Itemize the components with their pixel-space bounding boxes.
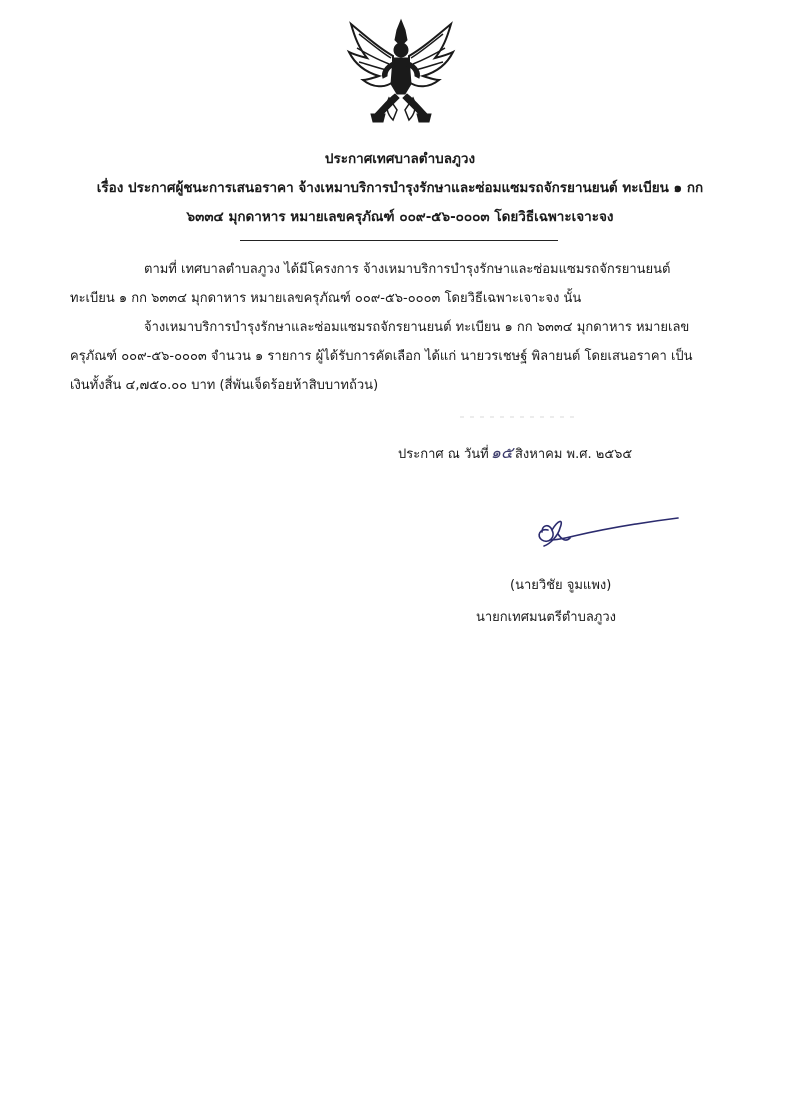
paragraph-1-line-2: ทะเบียน ๑ กก ๖๓๓๔ มุกดาหาร หมายเลขครุภัณฑ์ ๐๐๙-๕๖-๐๐๐๓ โดยวิธีเฉพาะเจาะจง นั้น <box>70 291 582 306</box>
paragraph-2-line-2: ครุภัณฑ์ ๐๐๙-๕๖-๐๐๐๓ จำนวน ๑ รายการ ผู้ได้รับการคัดเลือก ได้แก่ นายวรเชษฐ์ พิลายนต์ โดยเสนอราคา เป็น <box>70 349 693 364</box>
paragraph-2-line-1: จ้างเหมาบริการบำรุงรักษาและซ่อมแซมรถจักรยานยนต์ ทะเบียน ๑ กก ๖๓๓๔ มุกดาหาร หมายเลข <box>144 320 690 335</box>
announcement-title: ประกาศเทศบาลตำบลภูวง <box>324 151 476 167</box>
announcement-date <box>398 441 632 466</box>
announcement-heading <box>40 145 760 232</box>
paragraph-2-line-3: เงินทั้งสิ้น ๔,๗๕๐.๐๐ บาท (สี่พันเจ็ดร้อยห้าสิบบาทถ้วน) <box>70 378 379 393</box>
announcement-body <box>70 255 740 400</box>
heading-divider <box>240 240 558 241</box>
announcement-subject-line-1: เรื่อง ประกาศผู้ชนะการเสนอราคา จ้างเหมาบริการบำรุงรักษาและซ่อมแซมรถจักรยานยนต์ ทะเบียน ๑ กก <box>96 180 704 196</box>
date-prefix: ประกาศ ณ วันที่ <box>398 447 489 462</box>
date-day-handwritten: ๑๕ <box>490 443 513 462</box>
date-suffix: สิงหาคม พ.ศ. ๒๕๖๕ <box>515 447 633 462</box>
signer-position: นายกเทศมนตรีตำบลภูวง <box>476 610 616 625</box>
garuda-emblem-icon <box>345 18 457 130</box>
handwritten-signature-icon <box>530 510 680 555</box>
signer-name: (นายวิชัย จูมแพง) <box>510 578 612 593</box>
faint-bleed-through-mark <box>460 405 580 411</box>
announcement-subject-line-2: ๖๓๓๔ มุกดาหาร หมายเลขครุภัณฑ์ ๐๐๙-๕๖-๐๐๐๓ โดยวิธีเฉพาะเจาะจง <box>186 209 614 225</box>
paragraph-1-line-1: ตามที่ เทศบาลตำบลภูวง ได้มีโครงการ จ้างเหมาบริการบำรุงรักษาและซ่อมแซมรถจักรยานยนต์ <box>144 262 671 277</box>
